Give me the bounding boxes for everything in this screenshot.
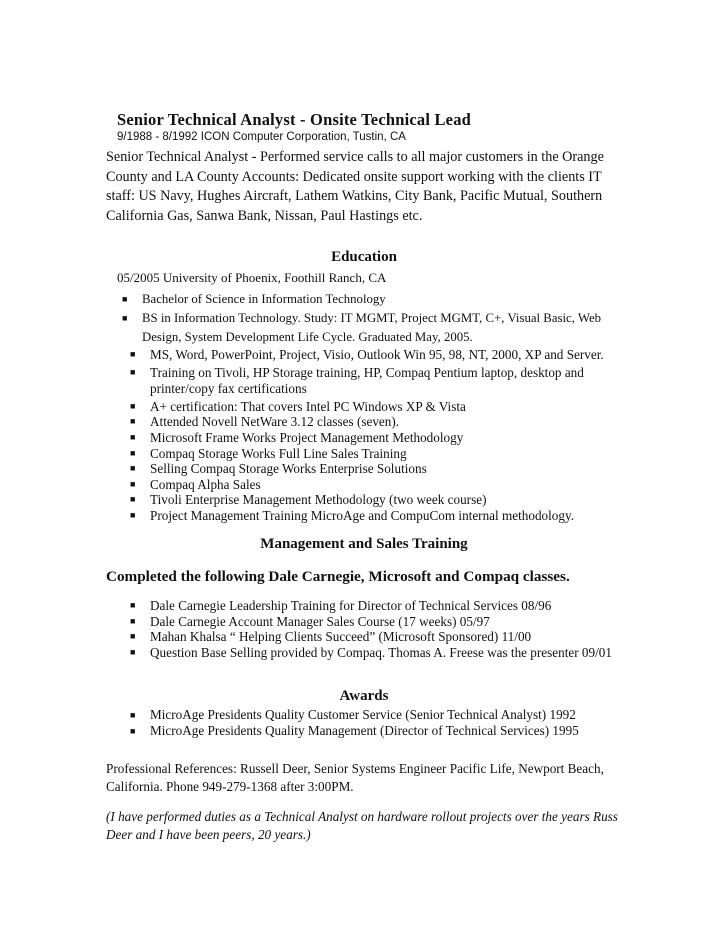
- list-item: [130, 723, 620, 739]
- list-item: [130, 476, 620, 493]
- education-item: A+ certification: That covers Intel PC Windows XP & Vista: [150, 398, 466, 414]
- bullet-icon: ■: [130, 726, 136, 736]
- education-item: Compaq Alpha Sales: [150, 476, 261, 492]
- education-item: Attended Novell NetWare 3.12 classes (seven).: [150, 414, 400, 430]
- list-item: [130, 414, 620, 430]
- job-dates-company: 9/1988 - 8/1992 ICON Computer Corporation, Tustin, CA: [117, 131, 406, 143]
- professional-references: Professional References: Russell Deer, Senior Systems Engineer Pacific Life, Newport Beach, California. Phone 949-279-1368 after 3:00PM.: [106, 761, 604, 794]
- list-item: [130, 492, 620, 508]
- education-school: 05/2005 University of Phoenix, Foothill Ranch, CA: [117, 270, 387, 285]
- job-title: Senior Technical Analyst - Onsite Technical Lead: [117, 110, 472, 129]
- education-list: [130, 347, 620, 524]
- management-item: Dale Carnegie Leadership Training for Director of Technical Services 08/96: [150, 598, 552, 613]
- bullet-icon: ■: [130, 431, 136, 442]
- bullet-icon: ■: [130, 478, 136, 489]
- bullet-icon: ■: [122, 294, 128, 304]
- list-item: [130, 347, 620, 363]
- list-item: [130, 365, 620, 396]
- list-item: [130, 507, 620, 524]
- bullet-icon: ■: [130, 447, 136, 458]
- bullet-icon: ■: [130, 600, 136, 610]
- job-description: Senior Technical Analyst - Performed service calls to all major customers in the Orange County and LA County Accounts: Dedicated onsite support working with the clients IT staff: US Navy, Hughes Aircraft, Lathem Watkins, City Bank, Pacific Mutual, Southern California Gas, Sanwa Bank, Nissan, Paul Hastings etc.: [106, 149, 604, 224]
- education-item: MS, Word, PowerPoint, Project, Visio, Outlook Win 95, 98, NT, 2000, XP and Server.: [150, 347, 604, 362]
- awards-list: [130, 707, 620, 739]
- education-item: Selling Compaq Storage Works Enterprise Solutions: [150, 461, 427, 477]
- list-item: [122, 290, 612, 309]
- management-heading: Management and Sales Training: [260, 536, 468, 552]
- bullet-icon: ■: [130, 710, 136, 720]
- education-item: Tivoli Enterprise Management Methodology (two week course): [150, 492, 487, 508]
- bullet-icon: ■: [130, 509, 136, 520]
- management-list: [130, 598, 620, 660]
- list-item: [130, 707, 620, 723]
- awards-heading: Awards: [339, 688, 389, 704]
- management-item: Question Base Selling provided by Compaq. Thomas A. Freese was the presenter 09/01: [150, 644, 612, 660]
- bullet-icon: ■: [130, 463, 136, 474]
- education-heading: Education: [331, 249, 397, 265]
- bullet-icon: ■: [130, 349, 136, 359]
- award-item: MicroAge Presidents Quality Customer Service (Senior Technical Analyst) 1992: [150, 707, 576, 722]
- list-item: [130, 461, 620, 477]
- management-item: Mahan Khalsa “ Helping Clients Succeed” (Microsoft Sponsored) 11/00: [150, 629, 532, 645]
- bullet-icon: ■: [122, 313, 128, 323]
- education-item: Project Management Training MicroAge and CompuCom internal methodology.: [150, 507, 575, 523]
- award-item: MicroAge Presidents Quality Management (Director of Technical Services) 1995: [150, 723, 579, 738]
- management-item: Dale Carnegie Account Manager Sales Course (17 weeks) 05/97: [150, 613, 490, 629]
- list-item: [130, 598, 620, 614]
- education-item: Microsoft Frame Works Project Management Methodology: [150, 429, 464, 445]
- degree-text: BS in Information Technology. Study: IT MGMT, Project MGMT, C+, Visual Basic, Web Design, System Development Life Cycle. Graduated May, 2005.: [142, 311, 602, 344]
- degree-list: [122, 290, 612, 347]
- bullet-icon: ■: [130, 631, 136, 642]
- bullet-icon: ■: [130, 400, 136, 411]
- list-item: [130, 644, 620, 661]
- bullet-icon: ■: [130, 416, 136, 427]
- list-item: [130, 429, 620, 446]
- degree-text: Bachelor of Science in Information Technology: [142, 292, 386, 306]
- list-item: [130, 629, 620, 645]
- management-intro: Completed the following Dale Carnegie, Microsoft and Compaq classes.: [106, 568, 570, 585]
- bullet-icon: ■: [130, 615, 136, 626]
- references-note: (I have performed duties as a Technical Analyst on hardware rollout projects over the years Russ Deer and I have been peers, 20 years.): [106, 809, 618, 842]
- list-item: [130, 445, 620, 462]
- bullet-icon: ■: [130, 367, 136, 378]
- bullet-icon: ■: [130, 494, 136, 505]
- bullet-icon: ■: [130, 646, 136, 657]
- education-item: Training on Tivoli, HP Storage training, HP, Compaq Pentium laptop, desktop and printer/copy fax certifications: [150, 365, 584, 396]
- list-item: [130, 398, 620, 415]
- list-item: [122, 309, 612, 347]
- education-item: Compaq Storage Works Full Line Sales Training: [150, 445, 407, 461]
- list-item: [130, 613, 620, 630]
